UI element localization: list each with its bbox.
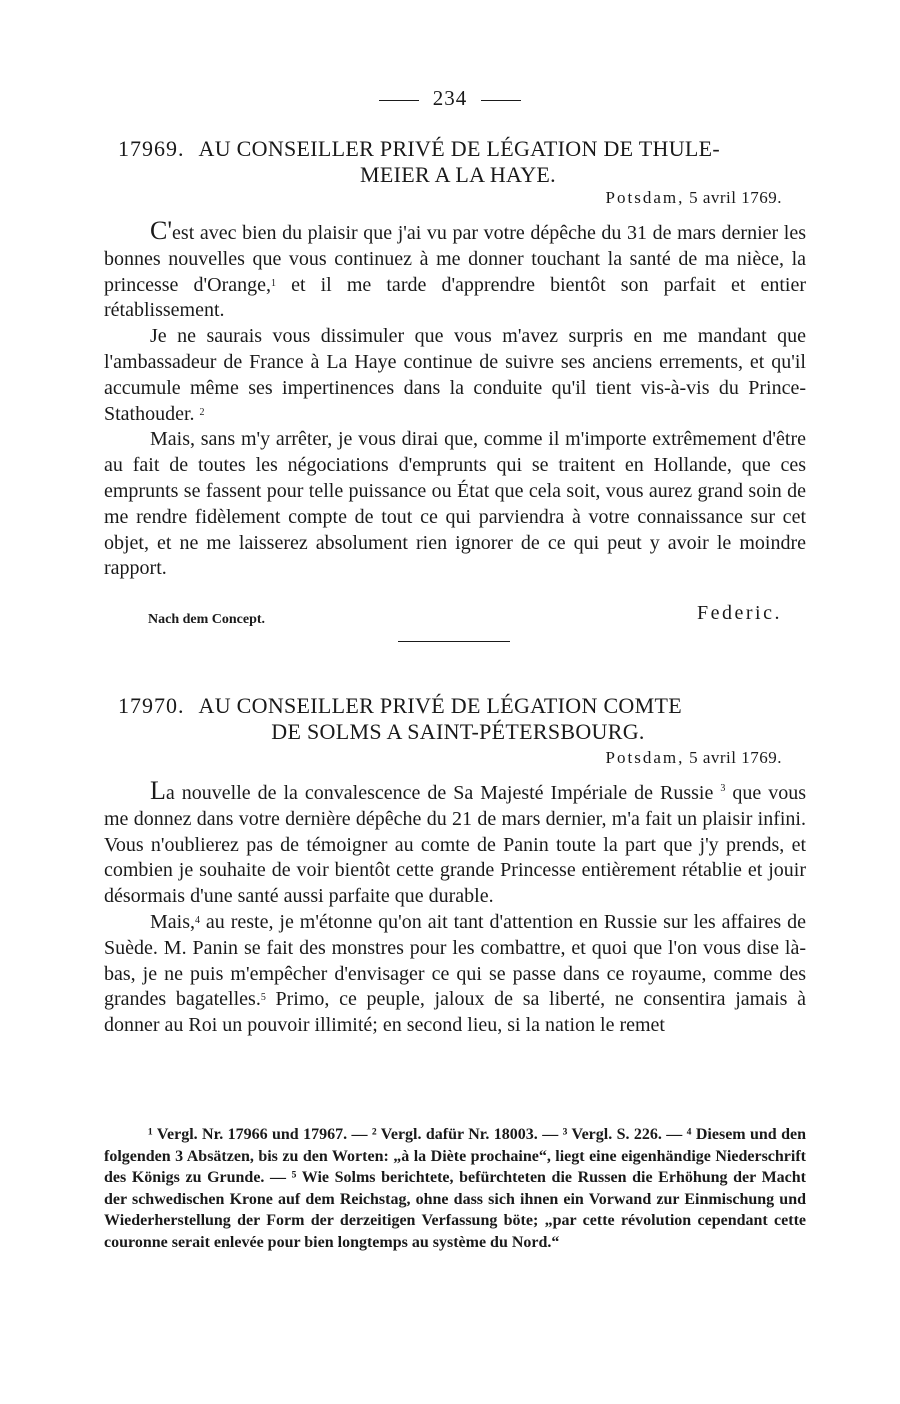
- letter2-p2-start: Mais,: [150, 910, 195, 933]
- footnote-ref-5: 5: [260, 992, 266, 1004]
- letter2-p1-end: que vous me donnez dans votre dernière dépêche du 21 de mars dernier, m'a fait un plaisir infini. Vous n'oublierez pas de témoigner au comte de Panin toute la part que j'y prends, et combien je souhaite de voir bientôt cette grande Princesse entièrement rétablie et jouir désormais d'une santé aussi parfaite que durable.: [104, 782, 807, 908]
- letter2-p2-end: Primo, ce peuple, jaloux de sa liberté, ne consentira jamais à donner au Roi un pouvoir illimité; en second lieu, si la nation le remet: [104, 988, 806, 1037]
- letter2-title-line2: DE SOLMS A SAINT-PÉTERSBOURG.: [271, 719, 645, 744]
- header-rule-right: [481, 100, 521, 101]
- page-header: [0, 86, 900, 111]
- letter1-title-line1: AU CONSEILLER PRIVÉ DE LÉGATION DE THULE-: [198, 136, 721, 161]
- page-number: 234: [432, 86, 468, 110]
- letter2-body: [104, 778, 806, 1039]
- header-rule-left: [379, 100, 419, 101]
- letter2-paragraph-1: [104, 778, 806, 910]
- letter2-title-line1: AU CONSEILLER PRIVÉ DE LÉGATION COMTE: [198, 693, 682, 718]
- footnotes: [104, 1124, 806, 1253]
- letter1-p2-text: Je ne saurais vous dissimuler que vous m'avez surpris en me mandant que l'ambassadeur de France à La Haye continue de suivre ses anciens errements, et qu'il accumule même ses impertinences dans la conduite qu'il tient vis-à-vis du Prince-Stathouder.: [104, 325, 806, 425]
- letter2-number: 17970.: [118, 693, 185, 718]
- letter1-heading: [118, 136, 798, 188]
- footnote-ref-3: 3: [720, 783, 726, 794]
- section-divider: [398, 641, 510, 642]
- letter1-place: Potsdam,: [605, 188, 685, 207]
- letter2-place: Potsdam,: [605, 748, 685, 767]
- letter1-title-line2: MEIER A LA HAYE.: [360, 162, 556, 187]
- letter2-p1-text: La nouvelle de la convalescence de Sa Majesté Impériale de Russie: [150, 776, 714, 805]
- letter1-body: [104, 218, 806, 582]
- footnote-ref-4: 4: [195, 914, 200, 926]
- letter1-dateline: [606, 188, 782, 208]
- letter1-number: 17969.: [118, 136, 185, 161]
- letter2-heading: [118, 693, 798, 745]
- letter2-date: 5 avril 1769.: [689, 748, 782, 767]
- letter2-p2-mid: au reste, je m'étonne qu'on ait tant d'attention en Russie sur les affaires de Suède. M. Panin se fait des monstres pour les combattre, et quoi que l'on vous dise là-bas, je ne puis m'empêcher d'envisager ce qui se passe dans ce royaume, comme des grandes bagatelles.: [104, 910, 806, 1011]
- letter1-date: 5 avril 1769.: [689, 188, 782, 207]
- letter1-paragraph-1: [104, 218, 806, 324]
- letter1-p1-text: C'est avec bien du plaisir que j'ai vu par votre dépêche du 31 de mars dernier les bonnes nouvelles que vous continuez à me donner touchant la santé de ma nièce, la princesse d'Orange,: [104, 216, 806, 296]
- letter1-source-note: Nach dem Concept.: [148, 612, 266, 627]
- letter1-p1-end: et il me tarde d'apprendre bientôt son parfait et entier rétablissement.: [104, 273, 807, 322]
- letter2-dateline: [606, 748, 782, 768]
- letter1-signature: Federic.: [697, 602, 782, 624]
- letter2-paragraph-2: [104, 910, 806, 1039]
- letter1-paragraph-2: [104, 324, 806, 427]
- footnote-ref-1: 1: [270, 277, 276, 289]
- footnote-ref-2: 2: [199, 406, 205, 418]
- letter1-paragraph-3: Mais, sans m'y arrêter, je vous dirai que, comme il m'importe extrêmement d'être au fait de toutes les négociations d'emprunts qui se traitent en Hollande, que ces emprunts se fassent pour telle puissance ou État que cela soit, vous aurez grand soin de me rendre fidèlement compte de tout ce qui parviendra à votre connaissance sur cet objet, et ne me laisserez absolument rien ignorer de ce qui peut y avoir le moindre rapport.: [104, 428, 806, 580]
- footnotes-text: ¹ Vergl. Nr. 17966 und 17967. — ² Vergl. dafür Nr. 18003. — ³ Vergl. S. 226. — ⁴ Diesem und den folgenden 3 Absätzen, bis zu den Worten: „à la Diète prochaine“, liegt eine eigenhändige Niederschrift des Königs zu Grunde. — ⁵ Wie Solms berichtete, befürchteten die Russen die Erhöhung der Macht der schwedischen Krone auf dem Reichstag, ohne dass sich ihnen ein Vorwand zur Einmischung und Wiederherstellung der Form der derzeitigen Verfassung böte; „par cette révolution cependant cette couronne serait enlevée pour bien longtemps au système du Nord.“: [104, 1126, 806, 1251]
